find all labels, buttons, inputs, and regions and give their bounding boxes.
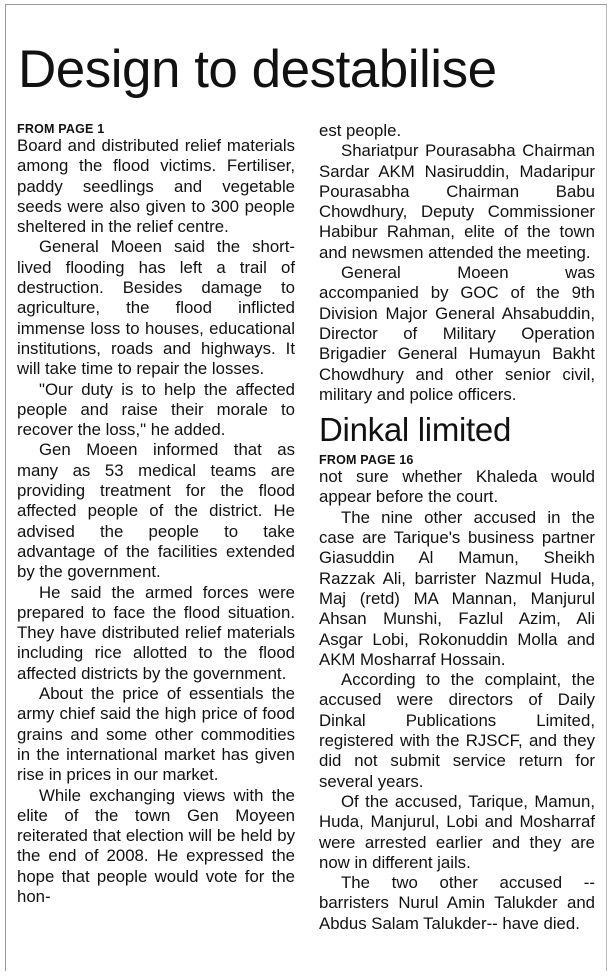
paragraph: General Moeen said the short-lived flooding has left a trail of destruction. Besides damage to agriculture, the flood inflicted immense loss to houses, educational institutions, roads and highways. It will take time to repair the losses.	[17, 237, 295, 379]
paragraph: Shariatpur Pourasabha Chairman Sardar AKM Nasiruddin, Madaripur Pourasabha Chairman Babu Chowdhury, Deputy Commissioner Habibur Rahman, elite of the town and newsmen attended the meeting.	[319, 141, 595, 262]
headline-design-to-destabilise: Design to destabilise	[18, 40, 497, 99]
paragraph: "Our duty is to help the affected people and raise their morale to recover the loss," he added.	[17, 379, 295, 440]
paragraph: Of the accused, Tarique, Mamun, Huda, Manjurul, Lobi and Mosharraf were arrested earlier and they are now in different jails.	[319, 791, 595, 872]
kicker-from-page-16: FROM PAGE 16	[319, 453, 414, 468]
paragraph: General Moeen was accompanied by GOC of the 9th Division Major General Ahsabuddin, Director of Military Operation Brigadier General Humayun Bakht Chowdhury and other senior civil, military and police officers.	[319, 263, 595, 404]
paragraph: While exchanging views with the elite of the town Gen Moyeen reiterated that election will be held by the end of 2008. He expressed the hope that people would vote for the hon-	[17, 785, 295, 906]
left-column	[17, 122, 295, 907]
paragraph: not sure whether Khaleda would appear before the court.	[319, 467, 595, 507]
paragraph: He said the armed forces were prepared to face the flood situation. They have distributed relief materials including rice allotted to the flood affected districts by the government.	[17, 582, 295, 683]
paragraph: The nine other accused in the case are Tarique's business partner Giasuddin Al Mamun, Sheikh Razzak Ali, barrister Nazmul Huda, Maj (retd) MA Mannan, Manjurul Ahsan Munshi, Fazlul Azim, Ali Asgar Lobi, Rokonuddin Molla and AKM Mosharraf Hossain.	[319, 507, 595, 669]
paragraph: The two other accused -- barristers Nurul Amin Talukder and Abdus Salam Talukder-- have died.	[319, 873, 595, 933]
paragraph: According to the complaint, the accused were directors of Daily Dinkal Publications Limited, registered with the RJSCF, and they did not submit service return for several years.	[319, 670, 595, 791]
paragraph: Gen Moeen informed that as many as 53 medical teams are providing treatment for the flood affected people of the district. He advised the people to take advantage of the facilities extended by the government.	[17, 440, 295, 582]
paragraph: About the price of essentials the army chief said the high price of food grains and some other commodities in the international market has given rise in prices in our market.	[17, 684, 295, 785]
right-column	[319, 121, 595, 934]
headline-dinkal-limited: Dinkal limited	[319, 411, 512, 449]
paragraph: est people.	[319, 121, 402, 140]
kicker-from-page-1: FROM PAGE 1	[17, 122, 105, 136]
paragraph: Board and distributed relief materials among the flood victims. Fertiliser, paddy seedlings and vegetable seeds were also given to 300 people sheltered in the relief centre.	[17, 136, 295, 237]
